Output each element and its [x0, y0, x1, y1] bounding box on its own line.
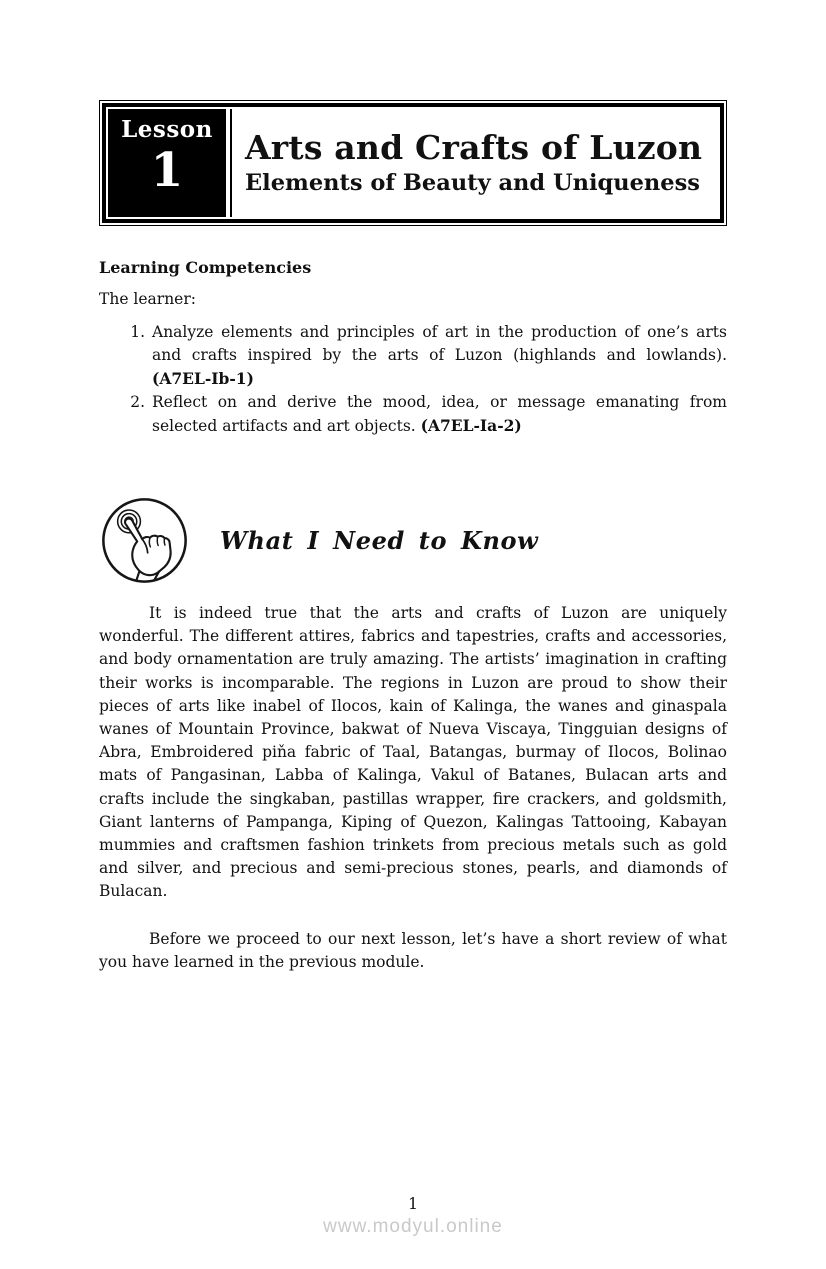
lesson-subtitle: Elements of Beauty and Uniqueness: [245, 169, 700, 196]
competency-item-1-code: (A7EL-Ib-1): [152, 369, 254, 388]
page-footer: [0, 1195, 826, 1238]
competencies-intro: The learner:: [99, 290, 196, 308]
competency-item-1-text: Analyze elements and principles of art in the production of one’s arts and crafts inspired by the arts of Luzon (highlands and lowlands).: [152, 323, 727, 364]
page-number: 1: [408, 1195, 418, 1213]
lesson-header-frame: [102, 103, 724, 223]
lesson-label: Lesson: [121, 116, 213, 143]
lesson-number: 1: [150, 143, 184, 198]
lesson-title: Arts and Crafts of Luzon: [245, 128, 703, 168]
competency-item-2: [150, 391, 727, 438]
section-heading: What I Need to Know: [220, 526, 539, 555]
section-header: [99, 495, 727, 586]
document-page: [0, 100, 826, 1269]
lesson-number-box: [108, 109, 226, 217]
lesson-header: [99, 100, 727, 226]
competency-item-1: [150, 321, 727, 391]
lesson-title-box: [230, 109, 720, 217]
competencies-list: [99, 321, 727, 438]
tap-hand-icon: [99, 495, 190, 586]
competency-item-2-text: Reflect on and derive the mood, idea, or message emanating from selected artifacts and art objects.: [152, 393, 727, 435]
intro-paragraph: It is indeed true that the arts and crafts of Luzon are uniquely wonderful. The different attires, fabrics and tapestries, crafts and accessories, and body ornamentation are truly amazing. The artists’ imagination in crafting their works is incomparable. The regions in Luzon are proud to show their pieces of arts like inabel of Ilocos, kain of Kalinga, the wanes and ginaspala wanes of Mountain Province, bakwat of Nueva Viscaya, Tingguian designs of Abra, Embroidered piňa fabric of Taal, Batangas, burmay of Ilocos, Bolinao mats of Pangasinan, Labba of Kalinga, Vakul of Batanes, Bulacan arts and crafts include the singkaban, pastillas wrapper, fire crackers, and goldsmith, Giant lanterns of Pampanga, Kiping of Quezon, Kalingas Tattooing, Kabayan mummies and craftsmen fashion trinkets from precious metals such as gold and silver, and precious and semi-precious stones, pearls, and diamonds of Bulacan.: [99, 604, 727, 901]
transition-paragraph: Before we proceed to our next lesson, let’s have a short review of what you have learned in the previous module.: [99, 929, 727, 971]
watermark: www.modyul.online: [323, 1216, 503, 1237]
competencies-heading: Learning Competencies: [99, 258, 312, 277]
competency-item-2-code: (A7EL-Ia-2): [420, 416, 522, 435]
